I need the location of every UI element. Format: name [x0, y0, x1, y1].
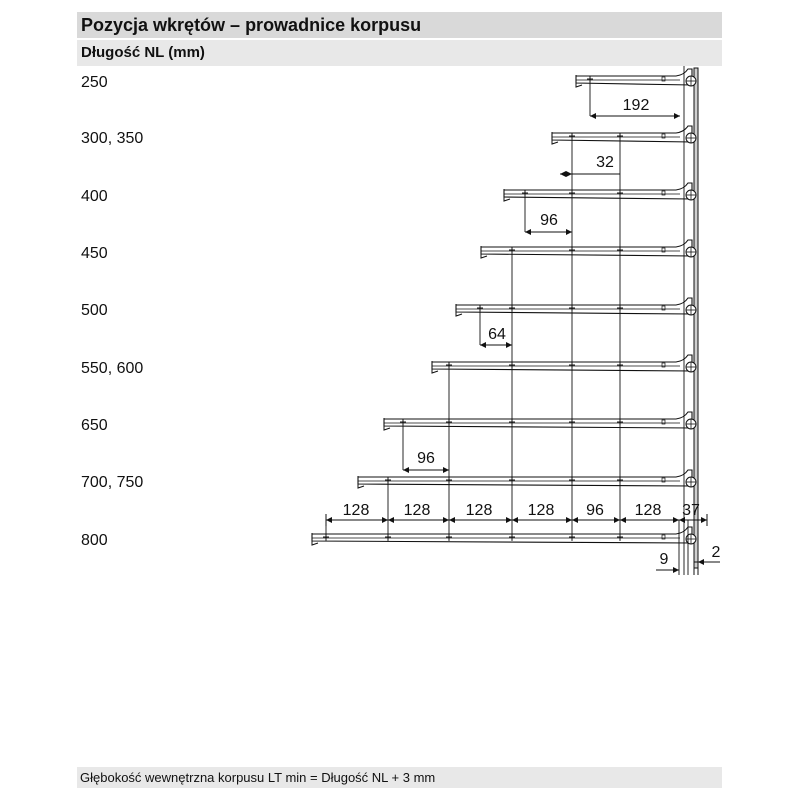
arrowhead	[443, 517, 449, 523]
chain-label-128-4: 128	[527, 502, 555, 519]
arrowhead	[566, 171, 572, 177]
arrowhead	[566, 517, 572, 523]
arrowhead	[525, 229, 531, 235]
arrowhead	[443, 467, 449, 473]
arrowhead	[449, 517, 455, 523]
runner-body	[312, 527, 692, 543]
runner-body	[384, 412, 692, 428]
arrowhead	[512, 517, 518, 523]
arrowhead	[698, 559, 704, 565]
row-label-450: 450	[81, 245, 108, 262]
arrowhead	[506, 517, 512, 523]
chain-label-128-3: 128	[465, 502, 493, 519]
runner-body	[432, 355, 692, 371]
runner-3	[481, 240, 696, 258]
dimension-label-96-upper: 96	[540, 212, 558, 229]
chain-label-96: 96	[586, 502, 604, 519]
footer-note: Głębokość wewnętrzna korpusu LT min = Długość NL + 3 mm	[80, 770, 436, 785]
arrowhead	[673, 517, 679, 523]
runner-0	[576, 69, 696, 87]
runner-4	[456, 298, 696, 316]
footer-bar	[77, 767, 722, 788]
chain-label-37: 37	[682, 502, 700, 519]
runner-body	[576, 69, 692, 85]
arrowhead	[388, 517, 394, 523]
arrowhead	[701, 517, 707, 523]
runner-1	[552, 126, 696, 144]
dim-96-upper	[525, 229, 572, 235]
page-title: Pozycja wkrętów – prowadnice korpusu	[81, 15, 422, 35]
arrowhead	[566, 229, 572, 235]
runner-body	[552, 126, 692, 142]
runner-5	[432, 355, 696, 373]
row-label-300-350: 300, 350	[81, 130, 144, 147]
arrowhead	[614, 517, 620, 523]
arrowhead	[403, 467, 409, 473]
arrowhead	[560, 171, 566, 177]
screw-position-lines	[326, 66, 688, 575]
dimension-label-64: 64	[488, 326, 506, 343]
runner-body	[481, 240, 692, 256]
arrowhead	[326, 517, 332, 523]
dimension-label-96-lower: 96	[417, 450, 435, 467]
arrowhead	[674, 113, 680, 119]
arrowhead	[620, 517, 626, 523]
row-label-400: 400	[81, 188, 108, 205]
arrowhead	[673, 567, 679, 573]
chain-label-128-1: 128	[342, 502, 370, 519]
cabinet-wall	[694, 68, 698, 568]
runner-6	[384, 412, 696, 430]
row-label-500: 500	[81, 302, 108, 319]
arrowhead	[382, 517, 388, 523]
dimension-label-192: 192	[622, 97, 650, 114]
row-label-650: 650	[81, 417, 108, 434]
chain-label-128-2: 128	[403, 502, 431, 519]
arrowhead	[480, 342, 486, 348]
row-label-250: 250	[81, 74, 108, 91]
dim-96-lower	[403, 467, 449, 473]
row-label-700-750: 700, 750	[81, 474, 144, 491]
dimension-label-9: 9	[659, 551, 669, 568]
arrowhead	[572, 517, 578, 523]
row-label-550-600: 550, 600	[81, 360, 144, 377]
dimension-label-32: 32	[596, 154, 614, 171]
runner-body	[456, 298, 692, 314]
arrowhead	[590, 113, 596, 119]
row-label-800: 800	[81, 532, 108, 549]
runner-2	[504, 183, 696, 201]
runners-group	[312, 68, 698, 568]
runner-8	[312, 527, 696, 545]
column-header: Długość NL (mm)	[81, 44, 205, 61]
dimension-label-2: 2	[711, 544, 721, 561]
chain-label-128-5: 128	[634, 502, 662, 519]
arrowhead	[506, 342, 512, 348]
dim-32	[560, 171, 572, 177]
